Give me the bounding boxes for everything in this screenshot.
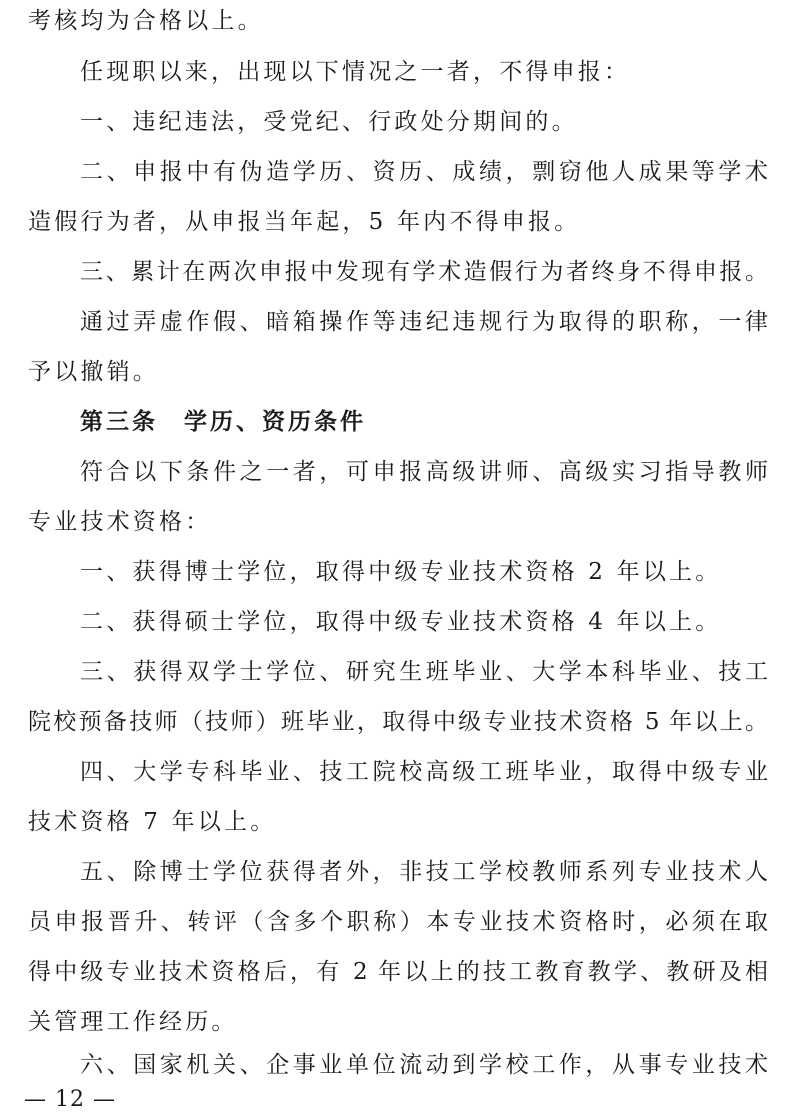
paragraph-line: 通过弄虚作假、暗箱操作等违纪违规行为取得的职称，一律 [80, 309, 768, 335]
paragraph-line: 六、国家机关、企事业单位流动到学校工作，从事专业技术 [80, 1052, 768, 1078]
paragraph-line: 技术资格 7 年以上。 [28, 809, 277, 835]
paragraph-line: 予以撤销。 [28, 359, 159, 385]
paragraph-line: 五、除博士学位获得者外，非技工学校教师系列专业技术人 [80, 859, 768, 885]
paragraph-line: 符合以下条件之一者，可申报高级讲师、高级实习指导教师 [80, 459, 768, 485]
page-number: — 12 — [24, 1087, 116, 1112]
paragraph-line: 三、获得双学士学位、研究生班毕业、大学本科毕业、技工 [80, 659, 768, 685]
paragraph-line: 一、违纪违法，受党纪、行政处分期间的。 [80, 109, 578, 135]
paragraph-line: 专业技术资格： [28, 509, 212, 535]
paragraph-line: 三、累计在两次申报中发现有学术造假行为者终身不得申报。 [80, 259, 768, 285]
paragraph-line: 院校预备技师（技师）班毕业，取得中级专业技术资格 5 年以上。 [28, 709, 768, 735]
paragraph-line: 造假行为者，从申报当年起，5 年内不得申报。 [28, 209, 581, 235]
paragraph-line: 考核均为合格以上。 [28, 8, 264, 34]
paragraph-line: 二、获得硕士学位，取得中级专业技术资格 4 年以上。 [80, 609, 722, 635]
paragraph-line: 一、获得博士学位，取得中级专业技术资格 2 年以上。 [80, 559, 722, 585]
section-heading: 第三条 学历、资历条件 [80, 409, 366, 435]
paragraph-line: 关管理工作经历。 [28, 1009, 238, 1035]
paragraph-line: 任现职以来，出现以下情况之一者，不得申报： [80, 59, 631, 85]
paragraph-line: 员申报晋升、转评（含多个职称）本专业技术资格时，必须在取 [28, 909, 768, 935]
paragraph-line: 二、申报中有伪造学历、资历、成绩，剽窃他人成果等学术 [80, 159, 768, 185]
paragraph-line: 得中级专业技术资格后，有 2 年以上的技工教育教学、教研及相 [28, 959, 768, 985]
paragraph-line: 四、大学专科毕业、技工院校高级工班毕业，取得中级专业 [80, 759, 768, 785]
